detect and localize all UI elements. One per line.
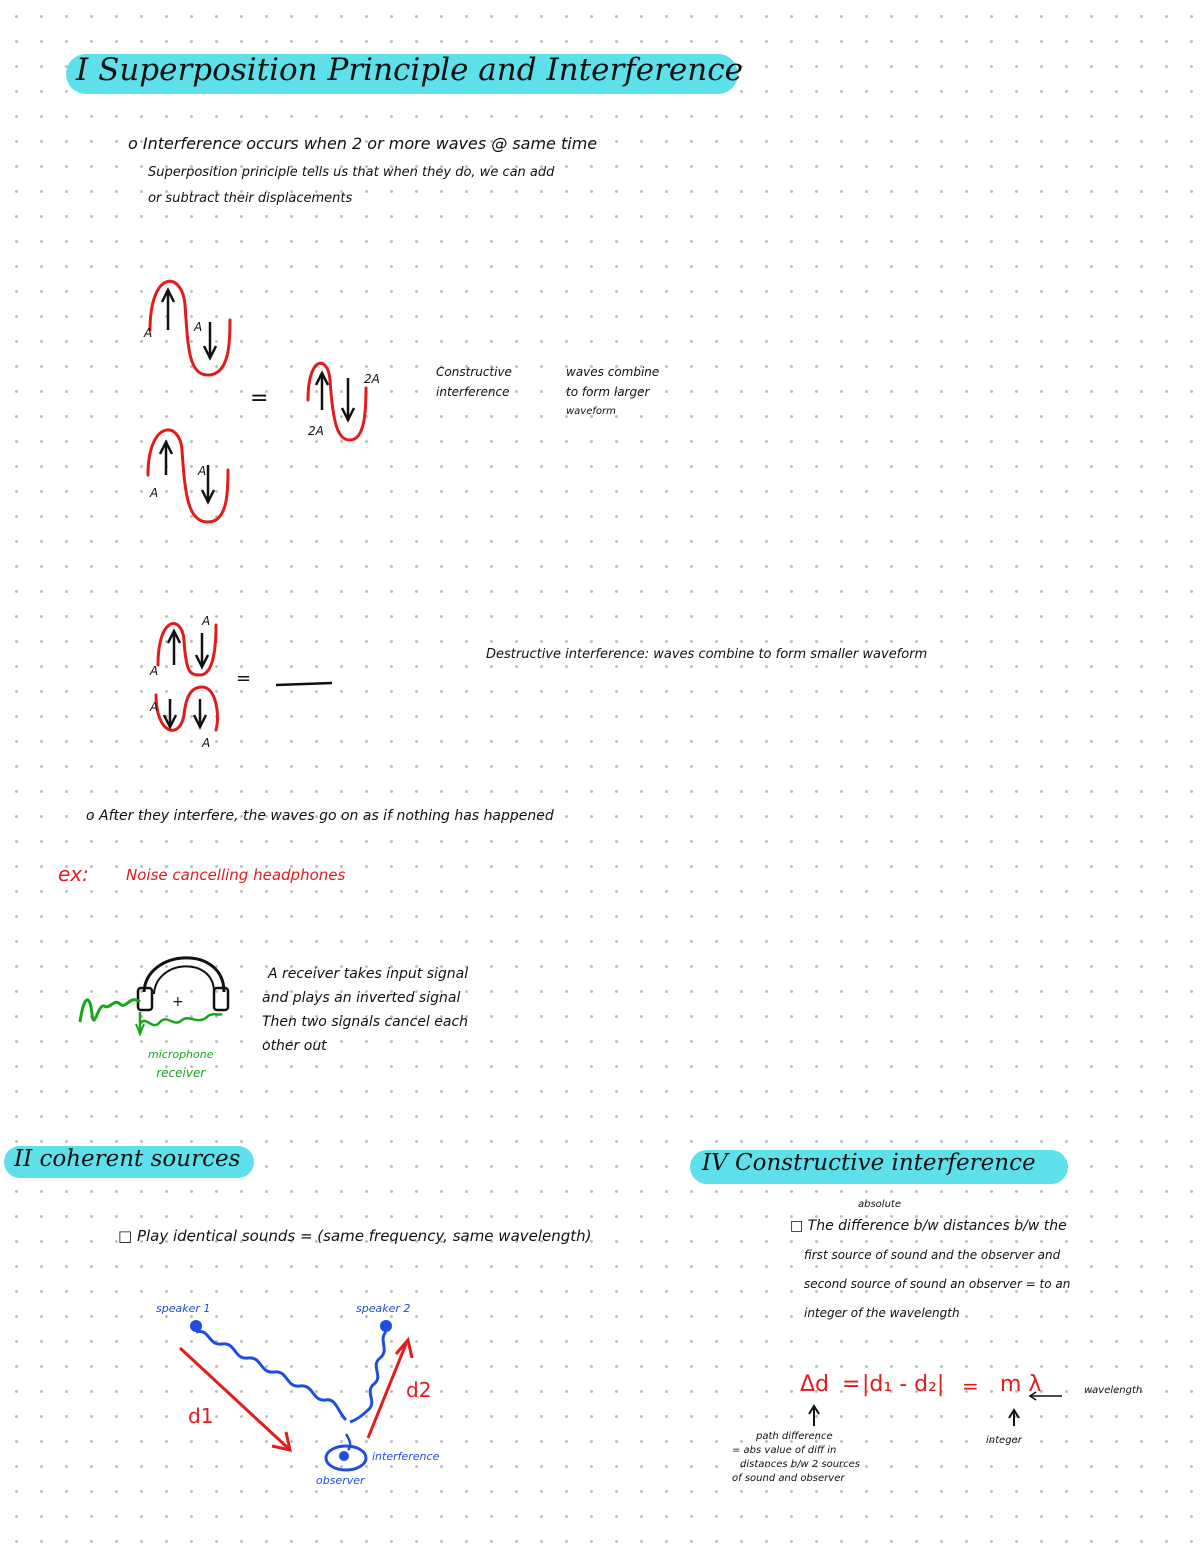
d1-label: d1 [188,1404,214,1428]
condition-line-3: second source of sound an observer = to an [804,1277,1071,1291]
receiver-label [148,1046,214,1082]
constructive-description [566,362,659,422]
absolute-annotation: absolute [858,1199,901,1210]
section2-title: II coherent sources [14,1146,241,1172]
headphones-desc-line-2: and plays an inverted signal [262,990,461,1006]
after-interference-note: o After they interfere, the waves go on as if nothing has happened [86,808,554,824]
formula-delta-d: Δd [800,1372,830,1397]
lower-wave [156,687,217,730]
headphones-diagram [74,944,244,1054]
headphones-desc-line-1: A receiver takes input signal [268,966,469,982]
coherent-sources-note: □ Play identical sounds = (same frequency, same wavelength) [118,1227,592,1245]
condition-line-1: □ The difference b/w distances b/w the [790,1218,1067,1234]
speaker-1-label: speaker 1 [156,1302,211,1315]
destructive-label-1: A [150,664,159,678]
interference-label: interference [372,1450,440,1463]
wave1-amplitude-label: A [144,326,153,340]
interference-line-1: o Interference occurs when 2 or more waves @ same time [128,134,598,153]
incoming-signal [80,1000,140,1022]
section4-title: IV Constructive interference [702,1150,1036,1176]
headphones-desc-line-3: Then two signals cancel each [262,1014,469,1030]
wave2-amplitude-label-down: A [198,464,207,478]
destructive-equals: = [236,668,252,689]
formula-abs-expression: |d₁ - d₂| [862,1372,945,1397]
d2-label: d2 [406,1378,432,1402]
section1-title: I Superposition Principle and Interference [76,52,743,88]
interference-definition [128,130,728,210]
headphones-description [262,962,468,1058]
receiver-label-line-2: receiver [156,1066,206,1080]
flat-result-line [276,683,332,685]
formula-equals-2: = [962,1374,979,1398]
d1-arrow [180,1348,288,1448]
wave1-amplitude-label-down: A [194,320,203,334]
condition-line-4: integer of the wavelength [804,1306,960,1320]
constructive-equals: = [250,386,269,411]
constructive-desc-line-1: waves combine [566,365,660,379]
path-diff-line-4: of sound and observer [732,1473,845,1484]
result-amplitude-label-top: 2A [364,372,380,386]
formula-m-lambda: m λ [1000,1372,1042,1397]
destructive-label-2: A [202,614,211,628]
path-difference-note [732,1430,860,1486]
formula-equals-1: = [842,1372,861,1397]
constructive-desc-line-2: to form larger [566,385,650,399]
destructive-description: Destructive interference: waves combine to form smaller waveform [486,647,928,662]
wave-1 [150,281,230,375]
path-diff-line-2: = abs value of diff in [732,1445,837,1456]
example-label: ex: [58,862,89,886]
upper-wave [158,624,216,675]
constructive-term-line-2: interference [436,385,510,399]
right-earcup [214,988,228,1010]
destructive-label-4: A [202,736,211,750]
constructive-condition [790,1212,1070,1328]
wave-2 [148,430,228,522]
formula-arrows [800,1390,1080,1430]
observer-label: observer [316,1474,365,1487]
receiver-label-line-1: microphone [148,1048,214,1061]
integer-label: integer [986,1435,1022,1446]
interference-line-3: or subtract their displacements [148,191,353,206]
speaker-2-label: speaker 2 [356,1302,411,1315]
constructive-term [436,362,512,402]
path-diff-line-3: distances b/w 2 sources [740,1459,861,1470]
example-text: Noise cancelling headphones [126,866,346,884]
d2-arrow [368,1344,406,1438]
constructive-desc-line-3: waveform [566,406,616,417]
wave-from-speaker-1 [196,1331,346,1420]
wavelength-label: wavelength [1084,1385,1143,1396]
headphones-plus: + [172,994,184,1010]
constructive-interference-diagram [130,260,420,530]
speaker-2-dot [380,1320,392,1332]
inverted-signal [140,1014,222,1025]
path-diff-line-1: path difference [756,1431,833,1442]
wave2-amplitude-label: A [150,486,159,500]
destructive-label-3: A [150,700,159,714]
interference-line-2: Superposition principle tells us that when they do, we can add [148,165,555,180]
headphones-desc-line-4: other out [262,1038,327,1054]
constructive-term-line-1: Constructive [436,365,512,379]
result-amplitude-label-bottom: 2A [308,424,324,438]
condition-line-2: first source of sound and the observer and [804,1248,1061,1262]
